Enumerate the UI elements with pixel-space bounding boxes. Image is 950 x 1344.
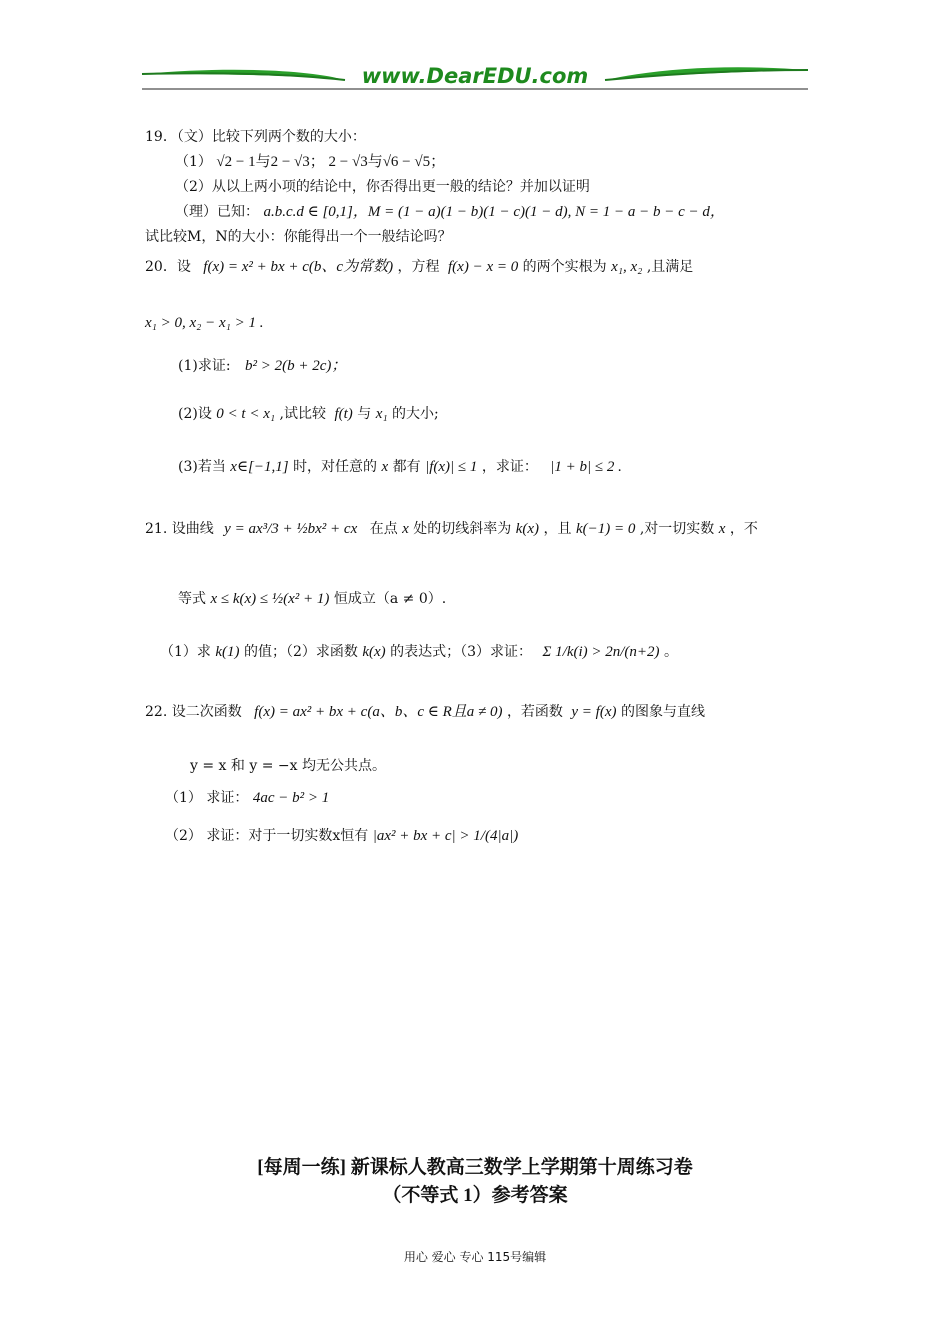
- q20-part1-math: b² > 2(b + 2c)；: [245, 358, 347, 374]
- q19-title: 19．（文）比较下列两个数的大小：: [145, 129, 366, 145]
- q20-mid2: 的两个实根为: [522, 259, 607, 275]
- q21-line2: [178, 590, 446, 608]
- q20-part3-math4: |1 + b| ≤ 2 .: [550, 459, 622, 475]
- q22-part2: [165, 827, 518, 845]
- q20-part1-label: (1)求证:: [178, 358, 231, 374]
- q22-lines: y = x 和 y = −x 均无公共点。: [190, 758, 386, 774]
- q21-ineq: x ≤ k(x) ≤ ½(x² + 1): [210, 591, 330, 607]
- q21-k: k(x): [515, 521, 540, 537]
- q21-parts-2: 的值；（2）求函数: [243, 644, 358, 660]
- q20-part2: [178, 405, 439, 423]
- q22-part2-label: （2） 求证：对于一切实数x恒有: [165, 828, 369, 844]
- page-footer: 用心 爱心 专心 115号编辑: [403, 1250, 547, 1264]
- q21-x2: x: [718, 521, 726, 537]
- q22-lead: 22. 设二次函数: [145, 704, 242, 720]
- q19-line4: 试比较M，N的大小：你能得出一个一般结论吗？: [145, 229, 452, 245]
- q20-eq: f(x) − x = 0: [448, 259, 519, 275]
- q22-part1-math: 4ac − b² > 1: [252, 790, 330, 806]
- q21-t2: 处的切线斜率为: [413, 521, 512, 537]
- q22-part1-label: （1） 求证：: [165, 790, 249, 806]
- q21-k1: k(1): [215, 644, 240, 660]
- q19-line2: （2）从以上两小项的结论中，你否得出更一般的结论？并加以证明: [175, 179, 590, 195]
- q21-kx: k(x): [362, 644, 386, 660]
- q22-part2-math: |ax² + bx + c| > 1/(4|a|): [372, 828, 519, 844]
- q21-parts-1: （1）求: [160, 644, 211, 660]
- q19-line1: [175, 153, 445, 171]
- q20-func: f(x) = x² + bx + c(b、c为常数): [203, 259, 394, 275]
- q21-sum: Σ 1/k(i) > 2n/(n+2): [542, 644, 660, 660]
- q20-part3-math2: x: [381, 459, 389, 475]
- q21-parts-3: 的表达式；（3）求证：: [390, 644, 533, 660]
- q21-t4: ,对一切实数: [639, 521, 715, 537]
- q19-line3-prefix: （理）已知：: [175, 204, 259, 220]
- q22-line1: [145, 703, 705, 721]
- brand-logo: www.DearEDU.com: [361, 64, 589, 88]
- q21-line2-tail: 恒成立（a ≠ 0）.: [333, 591, 447, 607]
- q21-t5: ，不: [729, 521, 758, 537]
- q21-line3: [160, 643, 678, 661]
- q20-part2-math1: 0 < t < x₁: [216, 406, 276, 422]
- q20-part1: [178, 357, 346, 375]
- q20-roots: x₁, x₂: [611, 259, 643, 275]
- q21-t1: 在点: [369, 521, 398, 537]
- q21-parts-end: 。: [664, 644, 679, 660]
- q21-t3: ，且: [543, 521, 572, 537]
- q20-lead: 20．设: [145, 259, 191, 275]
- q20-line1: [145, 258, 693, 276]
- q22-part1: [165, 789, 329, 807]
- q19-line3: [175, 203, 725, 221]
- q19-line3-math: a.b.c.d ∈ [0,1]，M = (1 − a)(1 − b)(1 − c)(1 − d), N = 1 − a − b − c − d，: [263, 204, 725, 220]
- q21-line1: [145, 520, 758, 538]
- q21-curve: y = ax³/3 + ½bx² + cx: [224, 521, 358, 537]
- q21-line2-lead: 等式: [178, 591, 206, 607]
- q20-condition: x₁ > 0, x₂ − x₁ > 1 .: [145, 315, 264, 331]
- q20-part2-text: ,试比较: [279, 406, 326, 422]
- answer-title-line2: （不等式 1）参考答案: [382, 1185, 568, 1206]
- answer-title-line1: [每周一练] 新课标人教高三数学上学期第十周练习卷: [257, 1157, 693, 1178]
- q20-part3-text3: ，求证：: [481, 459, 538, 475]
- q21-kval: k(−1) = 0: [575, 521, 636, 537]
- header-banner: [140, 62, 810, 94]
- q19-line1-math: √2 − 1与2 − √3； 2 − √3与√6 − √5；: [216, 154, 446, 170]
- q20-part2-tail: 的大小;: [392, 406, 439, 422]
- q22-t2: 的图象与直线: [620, 704, 705, 720]
- q20-part2-label: (2)设: [178, 406, 212, 422]
- q21-lead: 21. 设曲线: [145, 521, 214, 537]
- q20-part2-math3: x₁: [375, 406, 388, 422]
- q19-line1-prefix: （1）: [175, 154, 212, 170]
- q20-part3-text1: 时，对任意的: [293, 459, 378, 475]
- q22-func: f(x) = ax² + bx + c(a、b、c ∈ R且a ≠ 0): [254, 704, 503, 720]
- q20-part3-text2: 都有: [392, 459, 421, 475]
- q20-part3-math1: x∈[−1,1]: [230, 459, 289, 475]
- q20-part2-text2: 与: [357, 406, 372, 422]
- q20-part3: [178, 458, 622, 476]
- q21-x1: x: [402, 521, 409, 537]
- q20-part3-math3: |f(x)| ≤ 1: [425, 459, 478, 475]
- q22-t1: ，若函数: [506, 704, 563, 720]
- q22-yfx: y = f(x): [571, 704, 617, 720]
- q20-part3-label: (3)若当: [178, 459, 226, 475]
- q20-part2-math2: f(t): [334, 406, 353, 422]
- q20-mid1: ，方程: [397, 259, 440, 275]
- q20-tail: ,且满足: [646, 259, 694, 275]
